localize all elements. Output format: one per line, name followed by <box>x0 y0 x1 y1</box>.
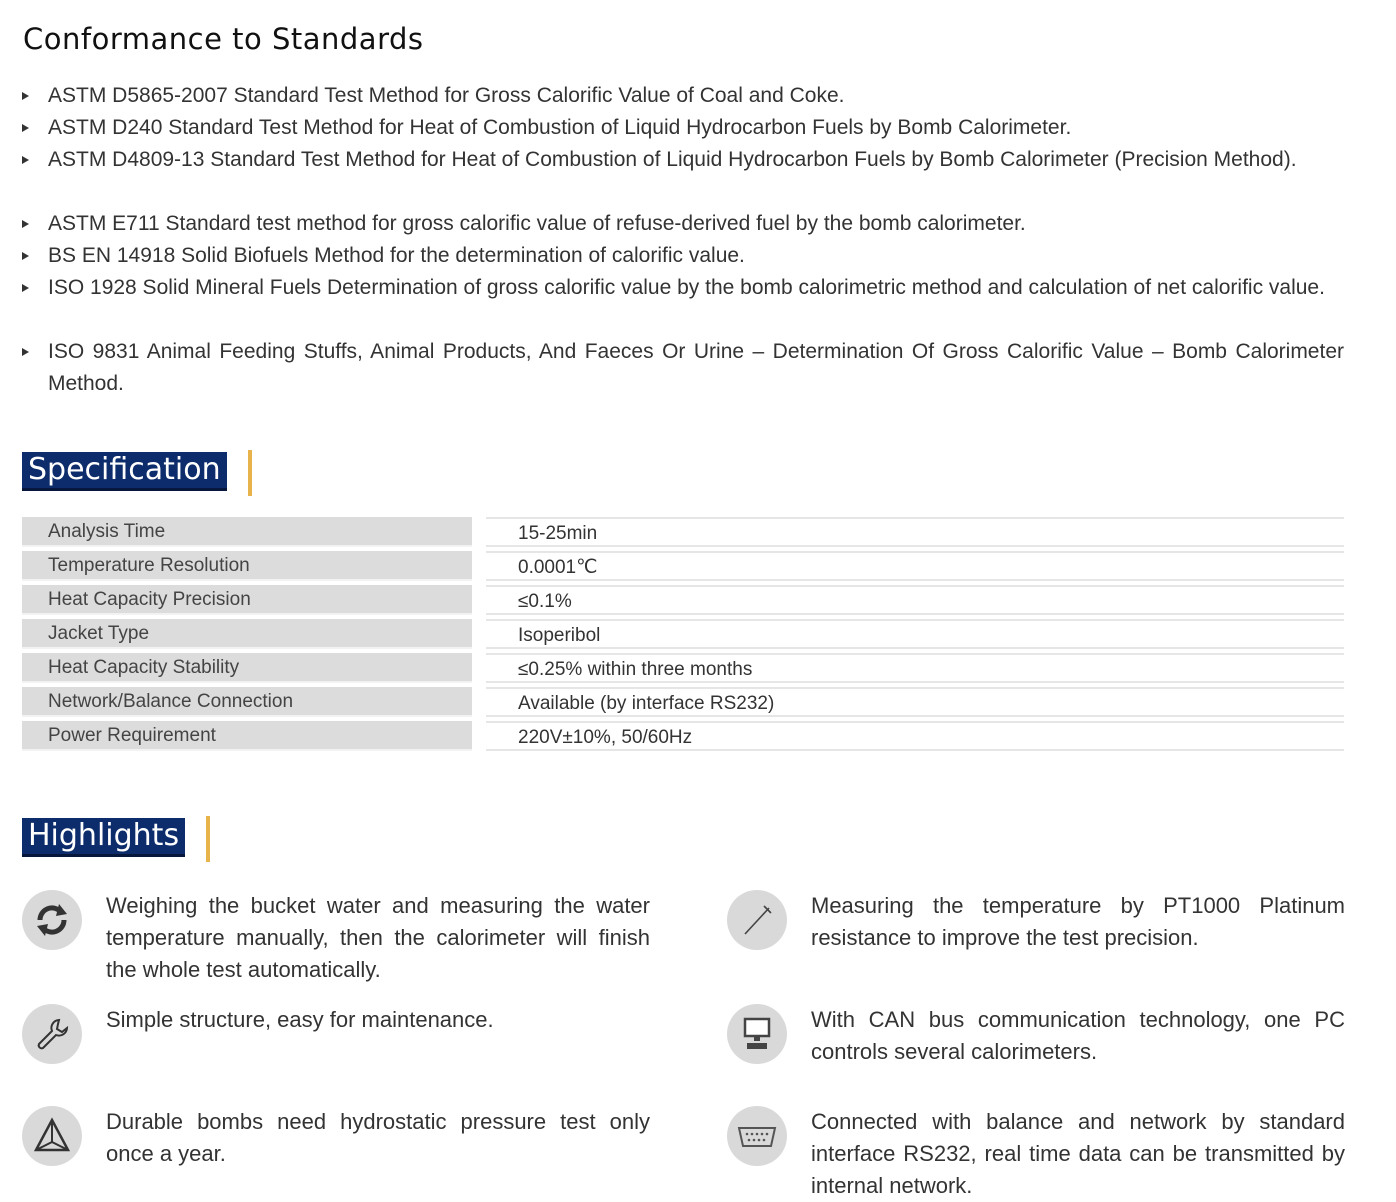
highlight-text: Weighing the bucket water and measuring the water temperature manually, then the calorimeter will finish the whole test automatically. <box>106 893 650 982</box>
spec-row <box>22 687 1344 717</box>
standard-text: ASTM E711 Standard test method for gross calorific value of refuse-derived fuel by the bomb calorimeter. <box>48 212 1026 235</box>
spec-value: 220V±10%, 50/60Hz <box>486 721 1344 751</box>
spec-label: Heat Capacity Precision <box>22 585 472 615</box>
computer-icon <box>727 1004 787 1064</box>
spec-label: Network/Balance Connection <box>22 687 472 717</box>
wrench-icon <box>22 1004 82 1064</box>
specification-heading: Specification <box>22 452 227 491</box>
highlights-heading: Highlights <box>22 818 185 857</box>
highlight-text: With CAN bus communication technology, one PC controls several calorimeters. <box>811 1007 1345 1064</box>
bullet-icon <box>22 124 29 132</box>
bullet-icon <box>22 284 29 292</box>
spec-row <box>22 619 1344 649</box>
heading-accent-bar <box>206 816 210 862</box>
highlight-text: Connected with balance and network by standard interface RS232, real time data can be transmitted by internal network. <box>811 1109 1345 1198</box>
highlight-text: Durable bombs need hydrostatic pressure test only once a year. <box>106 1109 650 1166</box>
spec-value: Available (by interface RS232) <box>486 687 1344 717</box>
bullet-icon <box>22 220 29 228</box>
spec-label: Temperature Resolution <box>22 551 472 581</box>
spec-row <box>22 653 1344 683</box>
spec-value: ≤0.25% within three months <box>486 653 1344 683</box>
spec-label: Heat Capacity Stability <box>22 653 472 683</box>
spec-row <box>22 551 1344 581</box>
spec-row <box>22 721 1344 751</box>
highlight-text: Simple structure, easy for maintenance. <box>106 1007 494 1032</box>
bullet-icon <box>22 156 29 164</box>
standard-text: ASTM D5865-2007 Standard Test Method for Gross Calorific Value of Coal and Coke. <box>48 84 845 107</box>
standard-text: BS EN 14918 Solid Biofuels Method for the determination of calorific value. <box>48 244 745 267</box>
spec-value: 0.0001℃ <box>486 551 1344 581</box>
spec-label: Power Requirement <box>22 721 472 751</box>
spec-value: ≤0.1% <box>486 585 1344 615</box>
thermometer-probe-icon <box>727 890 787 950</box>
spec-value: Isoperibol <box>486 619 1344 649</box>
warning-triangle-icon <box>22 1106 82 1166</box>
heading-accent-bar <box>248 450 252 496</box>
highlight-text: Measuring the temperature by PT1000 Platinum resistance to improve the test precision. <box>811 893 1345 950</box>
standard-text: ASTM D240 Standard Test Method for Heat of Combustion of Liquid Hydrocarbon Fuels by Bomb Calorimeter. <box>48 116 1072 139</box>
spec-label: Analysis Time <box>22 517 472 547</box>
bullet-icon <box>22 92 29 100</box>
spec-label: Jacket Type <box>22 619 472 649</box>
conformance-title: Conformance to Standards <box>23 22 424 56</box>
spec-row <box>22 517 1344 547</box>
bullet-icon <box>22 252 29 260</box>
standard-text: ASTM D4809-13 Standard Test Method for Heat of Combustion of Liquid Hydrocarbon Fuels by Bomb Calorimeter (Precision Method). <box>48 148 1297 171</box>
standard-text: ISO 1928 Solid Mineral Fuels Determination of gross calorific value by the bomb calorimetric method and calculation of net calorific value. <box>48 276 1325 299</box>
serial-port-icon <box>727 1106 787 1166</box>
standard-text: ISO 9831 Animal Feeding Stuffs, Animal Products, And Faeces Or Urine – Determination Of Gross Calorific Value – Bomb Calorimeter Method. <box>48 340 1344 395</box>
spec-value: 15-25min <box>486 517 1344 547</box>
bullet-icon <box>22 348 29 356</box>
spec-row <box>22 585 1344 615</box>
refresh-icon <box>22 890 82 950</box>
